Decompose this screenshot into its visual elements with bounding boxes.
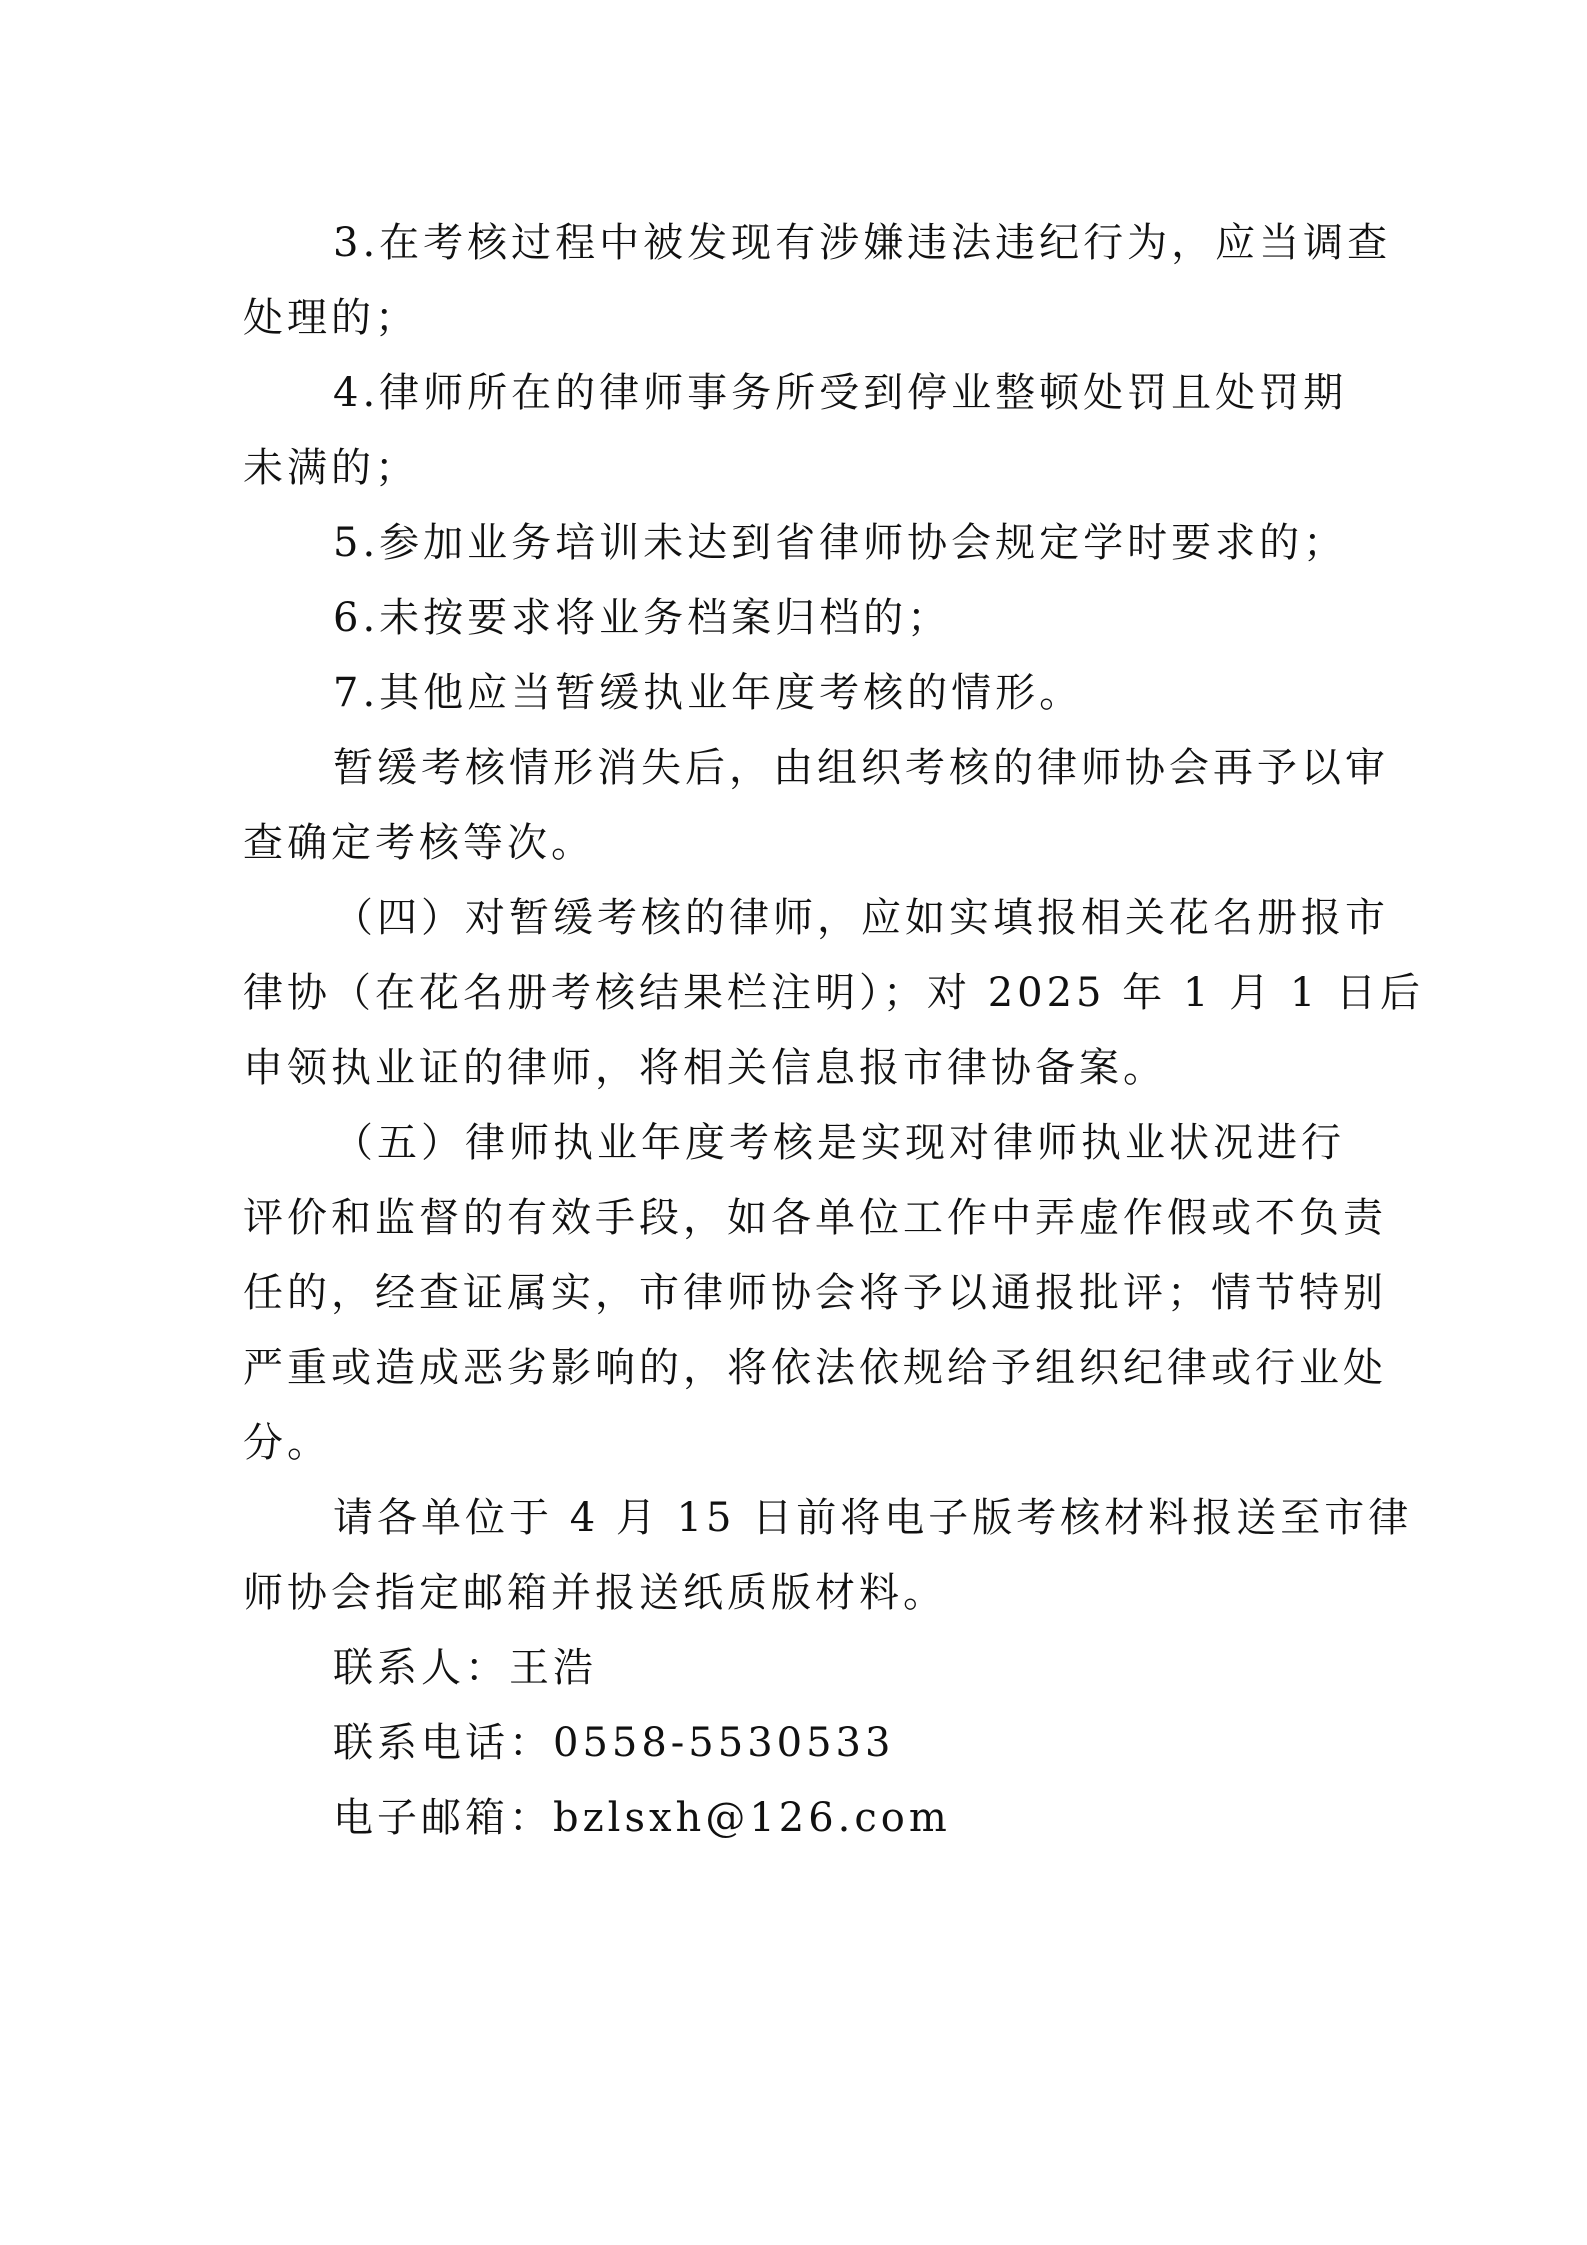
section-5-line-4: 严重或造成恶劣影响的，将依法依规给予组织纪律或行业处	[243, 1345, 1387, 1391]
section-4-line-1: （四）对暂缓考核的律师，应如实填报相关花名册报市	[333, 895, 1389, 941]
contact-person: 联系人：王浩	[333, 1645, 597, 1691]
contact-email: 电子邮箱：bzlsxh@126.com	[333, 1795, 951, 1841]
section-5-line-1: （五）律师执业年度考核是实现对律师执业状况进行	[333, 1120, 1345, 1166]
item-4-line-1: 4.律师所在的律师事务所受到停业整顿处罚且处罚期	[333, 370, 1348, 416]
item-6-line: 6.未按要求将业务档案归档的；	[333, 595, 952, 641]
submission-line-2: 师协会指定邮箱并报送纸质版材料。	[243, 1570, 947, 1616]
item-5-line: 5.参加业务培训未达到省律师协会规定学时要求的；	[333, 520, 1348, 566]
item-3-line-2: 处理的；	[243, 295, 419, 341]
submission-line-1: 请各单位于 4 月 15 日前将电子版考核材料报送至市律	[333, 1495, 1413, 1541]
section-5-line-3: 任的，经查证属实，市律师协会将予以通报批评；情节特别	[243, 1270, 1387, 1316]
section-5-line-5: 分。	[243, 1420, 331, 1466]
item-4-line-2: 未满的；	[243, 445, 419, 491]
item-7-line: 7.其他应当暂缓执业年度考核的情形。	[333, 670, 1084, 716]
section-4-line-2: 律协（在花名册考核结果栏注明）；对 2025 年 1 月 1 日后	[243, 970, 1424, 1016]
deferred-review-line-1: 暂缓考核情形消失后，由组织考核的律师协会再予以审	[333, 745, 1389, 791]
contact-phone: 联系电话：0558-5530533	[333, 1720, 895, 1766]
section-5-line-2: 评价和监督的有效手段，如各单位工作中弄虚作假或不负责	[243, 1195, 1387, 1241]
section-4-line-3: 申领执业证的律师，将相关信息报市律协备案。	[243, 1045, 1167, 1091]
deferred-review-line-2: 查确定考核等次。	[243, 820, 595, 866]
item-3-line-1: 3.在考核过程中被发现有涉嫌违法违纪行为，应当调查	[333, 220, 1392, 266]
